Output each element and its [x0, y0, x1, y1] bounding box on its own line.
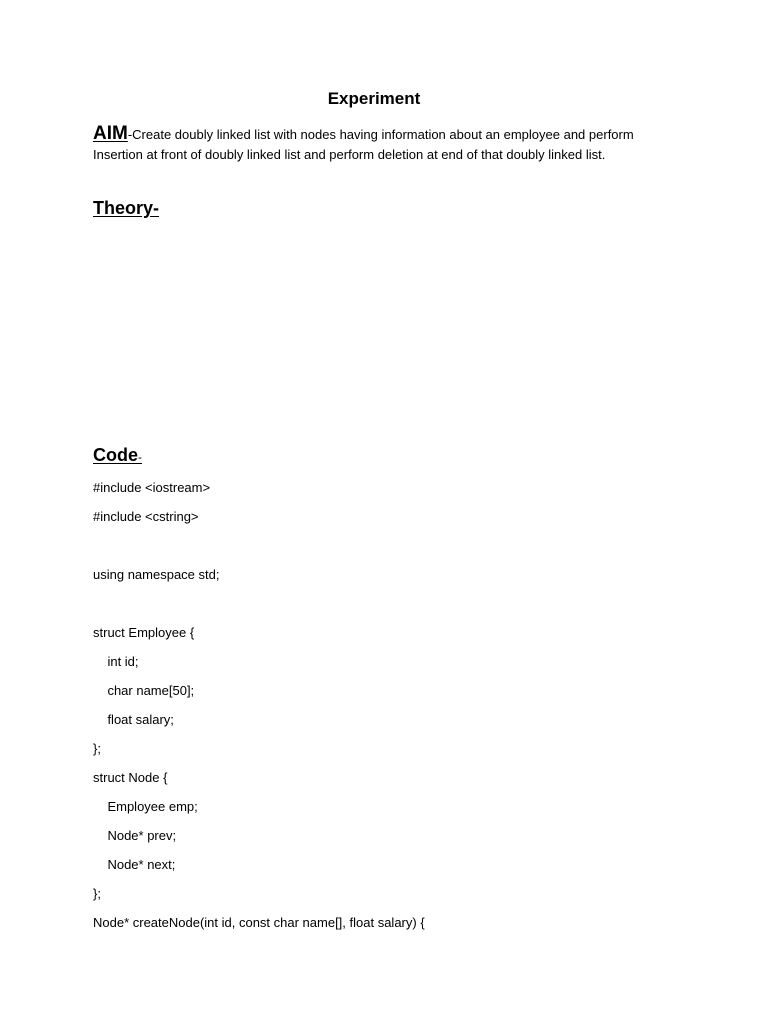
- code-heading-wrapper: [93, 445, 142, 466]
- code-line: Node* createNode(int id, const char name[], float salary) {: [93, 915, 425, 930]
- code-line: struct Node {: [93, 770, 168, 785]
- code-line: char name[50];: [93, 683, 195, 698]
- code-line: [93, 594, 693, 623]
- code-line: Node* prev;: [93, 828, 177, 843]
- aim-dash: -: [127, 127, 133, 142]
- code-line: int id;: [93, 654, 139, 669]
- theory-heading: Theory-: [93, 198, 160, 218]
- code-line: using namespace std;: [93, 567, 220, 582]
- code-line: };: [93, 886, 101, 901]
- code-line: float salary;: [93, 712, 174, 727]
- code-line: #include <cstring>: [93, 509, 199, 524]
- code-line: struct Employee {: [93, 625, 195, 640]
- aim-text: Create doubly linked list with nodes having information about an employee and perform Insertion at front of doubly linked list and perform deletion at end of that doubly linked list.: [93, 127, 634, 162]
- document-title: Experiment: [327, 89, 421, 108]
- code-line: [93, 536, 693, 565]
- code-heading: Code: [93, 445, 138, 465]
- code-line: };: [93, 741, 101, 756]
- code-line: Node* next;: [93, 857, 176, 872]
- code-block: [93, 478, 693, 942]
- aim-section: [93, 124, 668, 165]
- code-heading-dash: -: [138, 450, 142, 464]
- code-line: Employee emp;: [93, 799, 198, 814]
- code-line: #include <iostream>: [93, 480, 211, 495]
- aim-label: AIM: [93, 123, 128, 144]
